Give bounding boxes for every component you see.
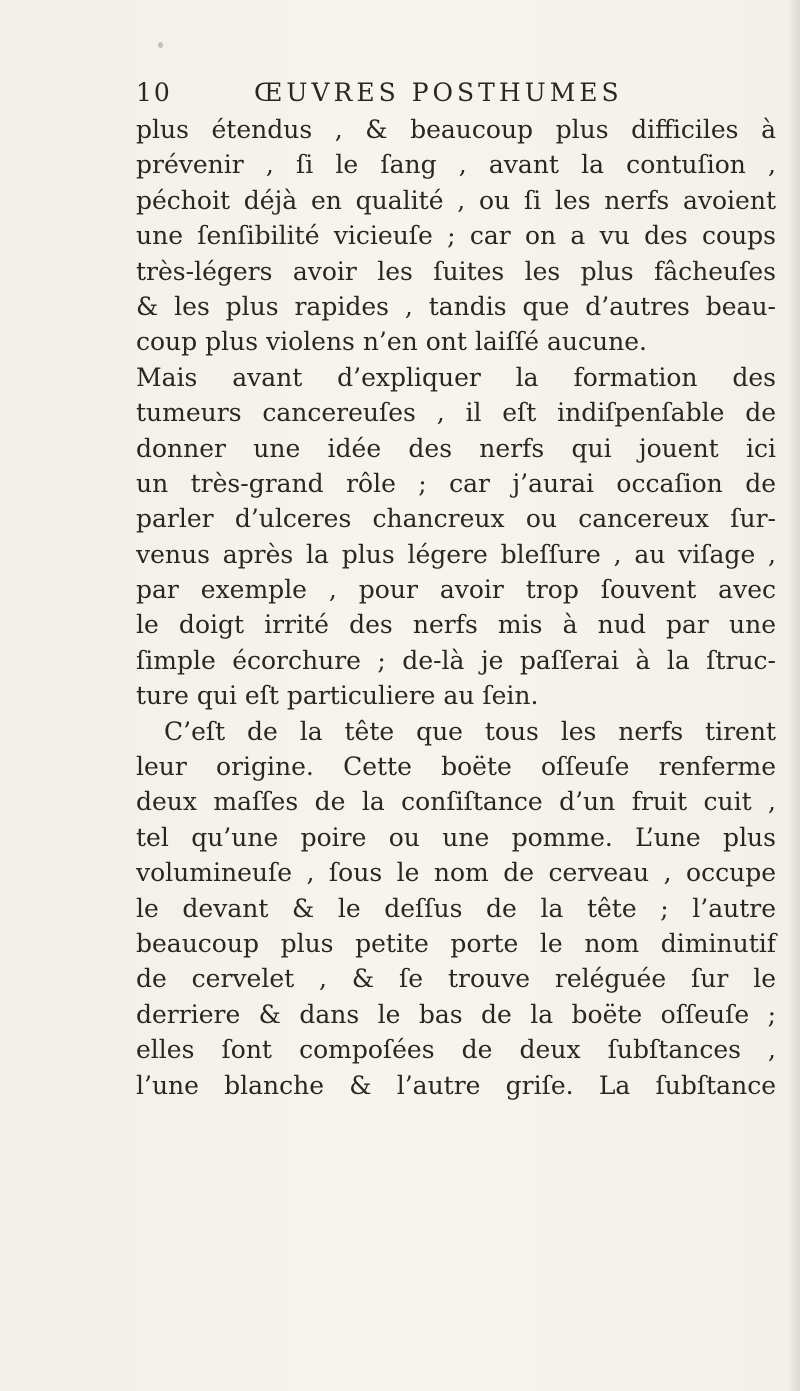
text-line: donner une idée des nerfs qui jouent ici [136, 433, 776, 463]
text-line: coup plus violens n’en ont laiſſé aucune. [136, 327, 647, 357]
ink-speck [158, 42, 163, 48]
text-line: par exemple , pour avoir trop ſouvent avec [136, 575, 776, 605]
text-line: Mais avant d’expliquer la formation des [136, 362, 776, 392]
page-number: 10 [136, 78, 172, 107]
text-line: plus étendus , & beaucoup plus difficiles à [136, 115, 776, 144]
text-line: elles ſont compoſées de deux ſubſtances , [136, 1035, 776, 1065]
text-line: deux maſſes de la conſiſtance d’un fruit cuit , [136, 787, 776, 817]
text-line: de cervelet , & ſe trouve reléguée ſur le [136, 964, 776, 994]
text-line: venus après la plus légere bleſſure , au viſage , [136, 539, 776, 569]
text-line: beaucoup plus petite porte le nom diminutif [136, 928, 776, 958]
text-line: le devant & le deſſus de la tête ; l’autre [136, 893, 776, 923]
text-line: derriere & dans le bas de la boëte oſſeuſe ; [136, 999, 776, 1029]
text-line: tumeurs cancereuſes , il eſt indiſpenſable de [136, 398, 776, 428]
text-line: leur origine. Cette boëte oſſeuſe renferme [136, 752, 776, 782]
text-line: très-légers avoir les ſuites les plus fâcheuſes [136, 256, 776, 286]
running-title: ŒUVRES POSTHUMES [254, 78, 623, 107]
text-line: ture qui eſt particuliere au ſein. [136, 681, 539, 711]
text-line: volumineuſe , ſous le nom de cerveau , occupe [136, 858, 776, 888]
text-line: un très-grand rôle ; car j’aurai occaſion de [136, 468, 776, 498]
text-line: une ſenſibilité vicieuſe ; car on a vu des coups [136, 221, 776, 251]
text-line: le doigt irrité des nerfs mis à nud par une [136, 610, 776, 640]
text-line: péchoit déjà en qualité , ou ſi les nerfs avoient [136, 185, 776, 215]
text-line: l’une blanche & l’autre griſe. La ſubſtance [136, 1070, 776, 1100]
text-line: parler d’ulceres chancreux ou cancereux ſur- [136, 504, 776, 534]
text-line: prévenir , ſi le ſang , avant la contuſion , [136, 150, 776, 180]
page-header [136, 78, 696, 108]
page-edge-shadow [788, 0, 800, 1391]
body-text [136, 112, 776, 1103]
text-line: ſimple écorchure ; de-là je paſſerai à la ſtruc- [136, 645, 776, 675]
text-line: C’eſt de la tête que tous les nerfs tirent [164, 716, 776, 746]
text-line: & les plus rapides , tandis que d’autres beau- [136, 291, 776, 321]
text-line: tel qu’une poire ou une pomme. L’une plus [136, 822, 776, 852]
